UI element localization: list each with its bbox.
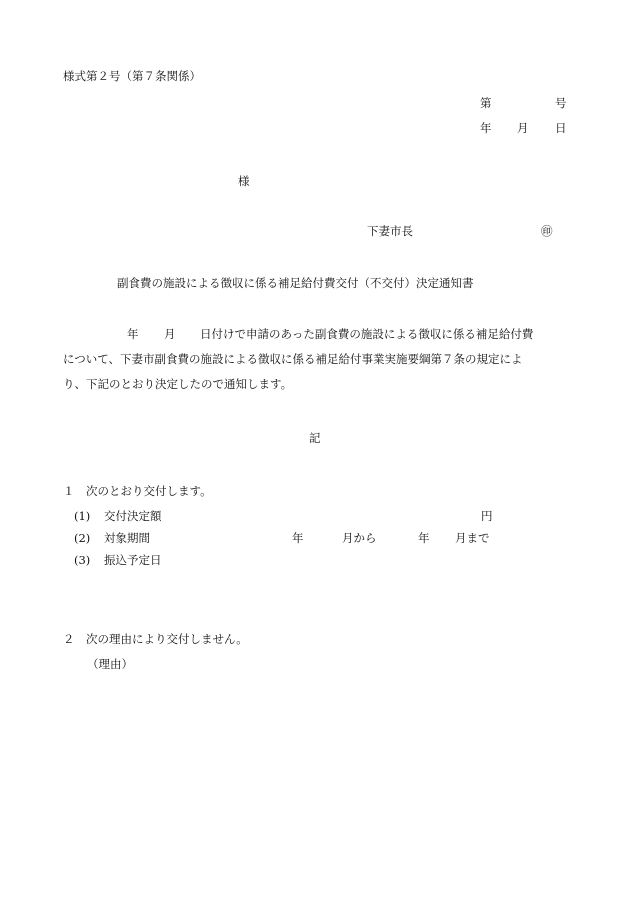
sender-title: 下妻市長 [367, 224, 413, 238]
item3-num: (3) [74, 553, 91, 567]
body-line1-month: 月 [164, 327, 176, 341]
item1-unit: 円 [481, 509, 493, 523]
reason-label: （理由） [87, 657, 133, 671]
form-label: 様式第２号（第７条関係） [63, 69, 201, 83]
item2-year1: 年 [292, 531, 304, 545]
section2-heading: ２ 次の理由により交付しません。 [63, 632, 248, 646]
item1-label: 交付決定額 [104, 509, 162, 523]
section1-heading: １ 次のとおり交付します。 [63, 484, 212, 498]
item3-label: 振込予定日 [104, 553, 162, 567]
date-month: 月 [517, 121, 529, 135]
item2-month2: 月まで [455, 531, 490, 545]
body-line3: り、下記のとおり決定したので通知します。 [63, 377, 293, 391]
seal-mark: ㊞ [541, 224, 553, 238]
item2-month1: 月から [342, 531, 377, 545]
item2-label: 対象期間 [104, 531, 150, 545]
date-year: 年 [480, 121, 492, 135]
item1-num: (1) [74, 509, 91, 523]
document-title: 副食費の施設による徴収に係る補足給付費交付（不交付）決定通知書 [117, 276, 474, 290]
item2-year2: 年 [418, 531, 430, 545]
body-line2: について、下妻市副食費の施設による徴収に係る補足給付事業実施要綱第７条の規定によ [63, 352, 523, 366]
ki-label: 記 [309, 431, 321, 445]
body-line1-text: 日付けで申請のあった副食費の施設による徴収に係る補足給付費 [200, 327, 534, 341]
body-line1-year: 年 [127, 327, 139, 341]
item2-num: (2) [74, 531, 91, 545]
doc-number-suffix: 号 [555, 96, 567, 110]
doc-number-prefix: 第 [480, 96, 492, 110]
addressee-honorific: 様 [238, 174, 250, 188]
date-day: 日 [555, 121, 567, 135]
